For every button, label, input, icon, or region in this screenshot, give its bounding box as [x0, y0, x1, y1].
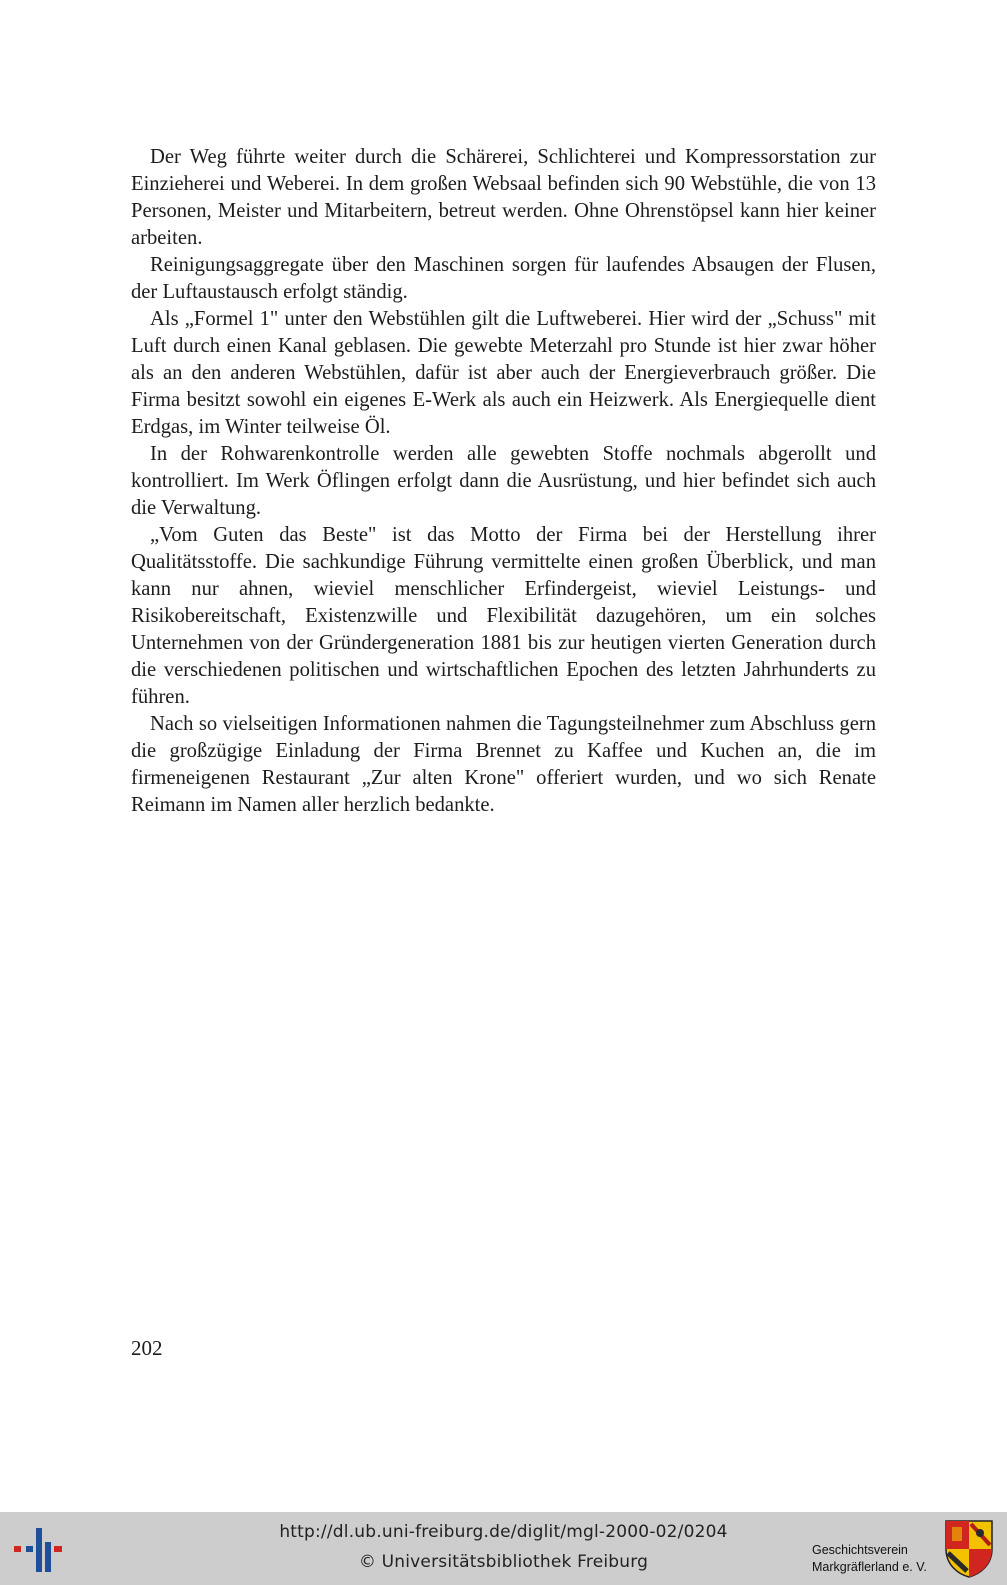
copyright-text: © Universitätsbibliothek Freiburg — [358, 1552, 649, 1572]
society-name — [812, 1542, 927, 1576]
society-name-line: Geschichtsverein — [812, 1543, 908, 1557]
paragraph: „Vom Guten das Beste" ist das Motto der Firma bei der Herstellung ihrer Qualitätsstoffe. Die sachkundige Führung vermittelte einen großen Überblick, und man kann nur ahnen, wieviel menschlicher Erfindergeist, wieviel Leistungs- und Risikobereitschaft, Existenzwille und Flexibilität dazugehören, um ein solches Unternehmen von der Gründergeneration 1881 bis zur heutigen vierten Generation durch die verschiedenen politischen und wirtschaftlichen Epochen des letzten Jahrhunderts zu führen. — [131, 524, 876, 708]
source-url-link[interactable]: http://dl.ub.uni-freiburg.de/diglit/mgl-2000-02/0204 — [279, 1522, 728, 1542]
page-number: 202 — [131, 1336, 163, 1360]
paragraph: Nach so vielseitigen Informationen nahmen die Tagungsteilnehmer zum Abschluss gern die großzügige Einladung der Firma Brennet zu Kaffee und Kuchen an, die im firmeneigenen Restaurant „Zur alten Krone" offeriert wurden, und wo sich Renate Reimann im Namen aller herzlich bedankte. — [131, 713, 876, 816]
footer-bar — [0, 1512, 1007, 1585]
paragraph: In der Rohwarenkontrolle werden alle gewebten Stoffe nochmals abgerollt und kontrolliert. Im Werk Öflingen erfolgt dann die Ausrüstung, und hier befindet sich auch die Verwaltung. — [131, 443, 876, 519]
society-name-line: Markgräflerland e. V. — [812, 1560, 927, 1574]
paragraph: Der Weg führte weiter durch die Schärerei, Schlichterei und Kompressorstation zur Einzieherei und Weberei. In dem großen Websaal befinden sich 90 Webstühle, die von 13 Personen, Meister und Mitarbeitern, betreut werden. Ohne Ohrenstöpsel kann hier keiner arbeiten. — [131, 146, 876, 249]
coat-of-arms-icon — [944, 1519, 994, 1579]
paragraph: Als „Formel 1" unter den Webstühlen gilt die Luftweberei. Hier wird der „Schuss" mit Luft durch einen Kanal geblasen. Die gewebte Meterzahl pro Stunde ist hier zwar höher als an den anderen Webstühlen, dafür ist aber auch der Energieverbrauch größer. Die Firma besitzt sowohl ein eigenes E-Werk als auch ein Heizwerk. Als Energiequelle dient Erdgas, im Winter teilweise Öl. — [131, 308, 876, 438]
paragraph: Reinigungsaggregate über den Maschinen sorgen für laufendes Absaugen der Flusen, der Luftaustausch erfolgt ständig. — [131, 254, 876, 303]
body-text — [131, 144, 876, 819]
